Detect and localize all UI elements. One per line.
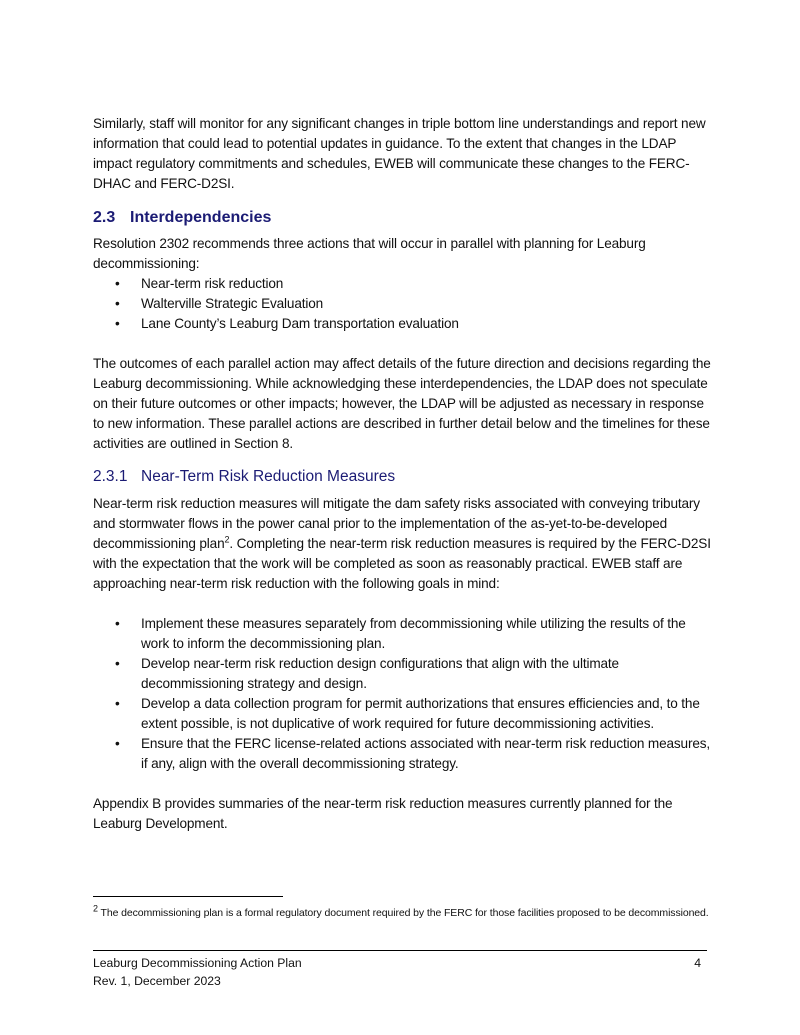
bullet-icon: • <box>115 736 120 751</box>
section-title: Interdependencies <box>130 209 272 226</box>
intro-paragraph: Similarly, staff will monitor for any significant changes in triple bottom line understandings and report new information that could lead to potential updates in guidance. To the extent that changes in the LDAP impact regulatory commitments and schedules, EWEB will communicate these changes to the FERC-DHAC and FERC-D2SI. <box>93 116 706 191</box>
spacer <box>93 774 713 794</box>
footer-divider <box>93 950 707 951</box>
section-number: 2.3 <box>93 209 116 226</box>
footer-revision: Rev. 1, December 2023 <box>93 974 221 988</box>
footnote <box>93 905 713 921</box>
footnote-reference[interactable]: 2 <box>224 534 230 545</box>
goals-list <box>93 614 713 774</box>
footnote-text: The decommissioning plan is a formal regulatory document required by the FERC for those facilities proposed to be decommissioned. <box>97 907 709 919</box>
section-heading-interdependencies <box>93 206 713 230</box>
list-item: • Implement these measures separately from decommissioning while utilizing the results of the work to inform the decommissioning plan. <box>115 616 686 651</box>
list-item: • Lane County’s Leaburg Dam transportation evaluation <box>93 314 713 334</box>
bullet-icon: • <box>115 296 120 311</box>
spacer <box>93 594 713 614</box>
interdependencies-paragraph: The outcomes of each parallel action may affect details of the future direction and decisions regarding the Leaburg decommissioning. While acknowledging these interdependencies, the LDAP does not speculate on their future outcomes or other impacts; however, the LDAP will be adjusted as necessary in response to new information. These parallel actions are described in further detail below and the timelines for these activities are outlined in Section 8. <box>93 356 711 451</box>
bullet-icon: • <box>115 656 120 671</box>
footnote-marker: 2 <box>93 903 98 914</box>
subsection-number: 2.3.1 <box>93 468 128 485</box>
near-term-paragraph: Near-term risk reduction measures will mitigate the dam safety risks associated with conveying tributary and stormwater flows in the power canal prior to the implementation of the as-yet-to-be-developed decommissioning plan$^2$. Completing the near-term risk reduction measures is required by the FERC-D2SI with the expectation that the work will be completed as soon as reasonably practical. EWEB staff are approaching near-term risk reduction with the following goals in mind: <box>93 496 711 591</box>
list-item: • Walterville Strategic Evaluation <box>93 294 713 314</box>
page-footer <box>93 954 707 990</box>
list-item: • Develop near-term risk reduction design configurations that align with the ultimate decommissioning strategy and design. <box>115 656 619 691</box>
subsection-title: Near-Term Risk Reduction Measures <box>141 468 396 485</box>
parallel-actions-list <box>93 274 713 334</box>
list-item: • Ensure that the FERC license-related actions associated with near-term risk reduction measures, if any, align with the overall decommissioning strategy. <box>115 736 711 771</box>
spacer <box>93 334 713 354</box>
footnote-separator <box>93 896 283 897</box>
appendix-paragraph: Appendix B provides summaries of the near-term risk reduction measures currently planned for the Leaburg Development. <box>93 796 673 831</box>
document-page <box>93 114 713 834</box>
footer-document-title: Leaburg Decommissioning Action Plan <box>93 956 302 970</box>
spacer <box>93 454 713 466</box>
page-number: 4 <box>694 956 701 970</box>
interdependencies-lead: Resolution 2302 recommends three actions that will occur in parallel with planning for Leaburg decommissioning: <box>93 236 646 271</box>
bullet-icon: • <box>115 616 120 631</box>
list-item: • Develop a data collection program for permit authorizations that ensures efficiencies and, to the extent possible, is not duplicative of work required for future decommissioning activities. <box>115 696 700 731</box>
subsection-heading-near-term-risk <box>93 466 713 488</box>
bullet-icon: • <box>115 276 120 291</box>
bullet-icon: • <box>115 696 120 711</box>
bullet-icon: • <box>115 316 120 331</box>
list-item: • Near-term risk reduction <box>93 274 713 294</box>
